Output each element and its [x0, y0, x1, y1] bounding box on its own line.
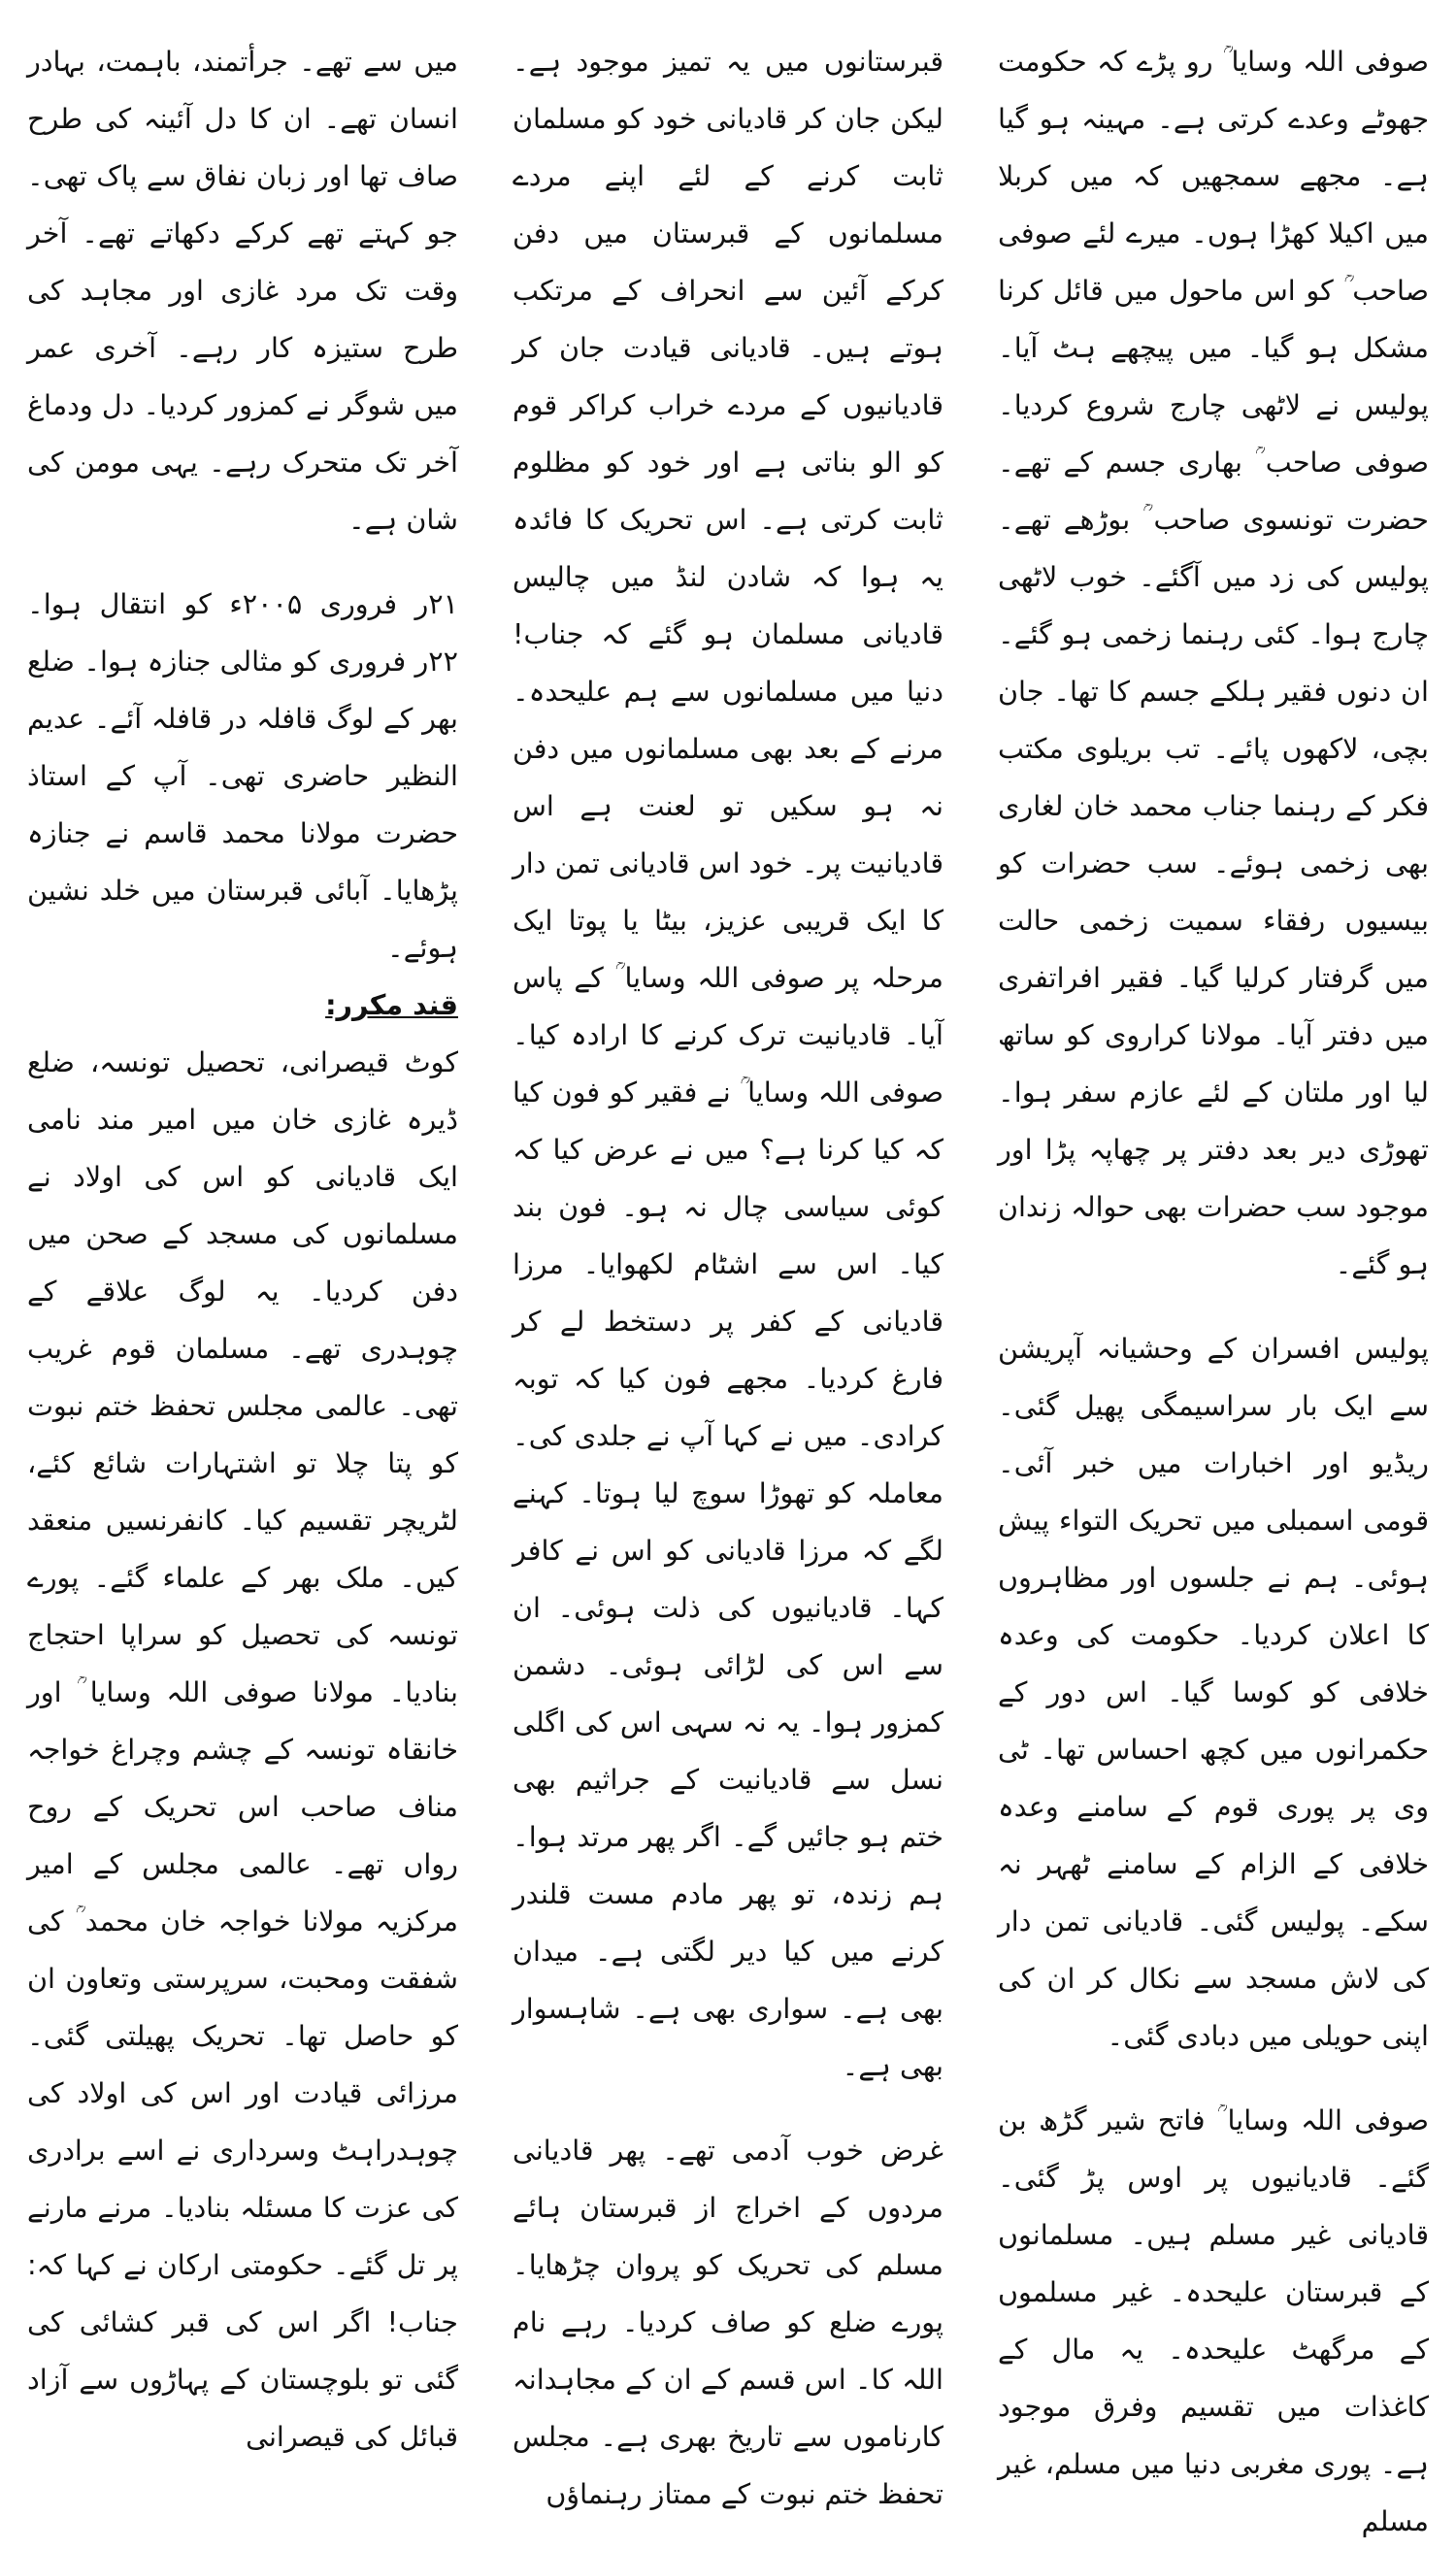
text-column-middle [513, 33, 943, 2510]
text-column-left [27, 33, 458, 2453]
paragraph: غرض خوب آدمی تھے۔ پھر قادیانی مردوں کے اخراج از قبرستان ہائے مسلم کی تحریک کو پروان چڑھایا۔ پورے ضلع کو صاف کردیا۔ رہے نام اللہ کا۔ اس قسم کے ان کے مجاہدانہ کارناموں سے تاریخ بھری ہے۔ مجلس تحفظ ختم نبوت کے ممتاز رہنماؤں [513, 2134, 943, 2510]
paragraph: پولیس افسران کے وحشیانہ آپریشن سے ایک بار سراسیمگی پھیل گئی۔ ریڈیو اور اخبارات میں خبر آئی۔ قومی اسمبلی میں تحریک التواء پیش ہوئی۔ ہم نے جلسوں اور مظاہروں کا اعلان کردیا۔ حکومت کی وعدہ خلافی کو کوسا گیا۔ اس دور کے حکمرانوں میں کچھ احساس تھا۔ ٹی وی پر پوری قوم کے سامنے وعدہ خلافی کے الزام کے سامنے ٹھہر نہ سکے۔ پولیس گئی۔ قادیانی تمن دار کی لاش مسجد سے نکال کر ان کی اپنی حویلی میں دبادی گئی۔ [998, 1332, 1429, 2052]
paragraph: قبرستانوں میں یہ تمیز موجود ہے۔ لیکن جان کر قادیانی خود کو مسلمان ثابت کرنے کے لئے اپنے مردے مسلمانوں کے قبرستان میں دفن کرکے آئین سے انحراف کے مرتکب ہوتے ہیں۔ قادیانی قیادت جان کر قادیانیوں کے مردے خراب کراکر قوم کو الو بناتی ہے اور خود کو مظلوم ثابت کرتی ہے۔ اس تحریک کا فائدہ یہ ہوا کہ شادن لنڈ میں چالیس قادیانی مسلمان ہو گئے کہ جناب! دنیا میں مسلمانوں سے ہم علیحدہ۔ مرنے کے بعد بھی مسلمانوں میں دفن نہ ہو سکیں تو لعنت ہے اس قادیانیت پر۔ خود اس قادیانی تمن دار کا ایک قریبی عزیز، بیٹا یا پوتا ایک مرحلہ پر صوفی اللہ وسایا ؒ کے پاس آیا۔ قادیانیت ترک کرنے کا ارادہ کیا۔ صوفی اللہ وسایا ؒ نے فقیر کو فون کیا کہ کیا کرنا ہے؟ میں نے عرض کیا کہ کوئی سیاسی چال نہ ہو۔ فون بند کیا۔ اس سے اشٹام لکھوایا۔ مرزا قادیانی کے کفر پر دستخط لے کر فارغ کردیا۔ مجھے فون کیا کہ توبہ کرادی۔ میں نے کہا آپ نے جلدی کی۔ معاملہ کو تھوڑا سوچ لیا ہوتا۔ کہنے لگے کہ مرزا قادیانی کو اس نے کافر کہا۔ قادیانیوں کی ذلت ہوئی۔ ان سے اس کی لڑائی ہوئی۔ دشمن کمزور ہوا۔ یہ نہ سہی اس کی اگلی نسل سے قادیانیت کے جراثیم بھی ختم ہو جائیں گے۔ اگر پھر مرتد ہوا۔ ہم زندہ، تو پھر مادم مست قلندر کرنے میں کیا دیر لگتی ہے۔ میدان بھی ہے۔ سواری بھی ہے۔ شاہسوار بھی ہے۔ [513, 45, 943, 2082]
paragraph: کوٹ قیصرانی، تحصیل تونسہ، ضلع ڈیرہ غازی خان میں امیر مند نامی ایک قادیانی کو اس کی اولاد نے مسلمانوں کی مسجد کے صحن میں دفن کردیا۔ یہ لوگ علاقے کے چوہدری تھے۔ مسلمان قوم غریب تھی۔ عالمی مجلس تحفظ ختم نبوت کو پتا چلا تو اشتہارات شائع کئے، لٹریچر تقسیم کیا۔ کانفرنسیں منعقد کیں۔ ملک بھر کے علماء گئے۔ پورے تونسہ کی تحصیل کو سراپا احتجاج بنادیا۔ مولانا صوفی اللہ وسایا ؒ اور خانقاہ تونسہ کے چشم وچراغ خواجہ مناف صاحب اس تحریک کے روح رواں تھے۔ عالمی مجلس کے امیر مرکزیہ مولانا خواجہ خان محمد ؒ کی شفقت ومحبت، سرپرستی وتعاون ان کو حاصل تھا۔ تحریک پھیلتی گئی۔ مرزائی قیادت اور اس کی اولاد کی چوہدراہٹ وسرداری نے اسے برادری کی عزت کا مسئلہ بنادیا۔ مرنے مارنے پر تل گئے۔ حکومتی ارکان نے کہا کہ: جناب! اگر اس کی قبر کشائی کی گئی تو بلوچستان کے پہاڑوں سے آزاد قبائل کی قیصرانی [27, 1045, 458, 2453]
text-column-right [998, 33, 1429, 2537]
paragraph: صوفی اللہ وسایا ؒ رو پڑے کہ حکومت جھوٹے وعدے کرتی ہے۔ مہینہ ہو گیا ہے۔ مجھے سمجھیں کہ میں کربلا میں اکیلا کھڑا ہوں۔ میرے لئے صوفی صاحب ؒ کو اس ماحول میں قائل کرنا مشکل ہو گیا۔ میں پیچھے ہٹ آیا۔ پولیس نے لاٹھی چارج شروع کردیا۔ صوفی صاحب ؒ بھاری جسم کے تھے۔ حضرت تونسوی صاحب ؒ بوڑھے تھے۔ پولیس کی زد میں آگئے۔ خوب لاٹھی چارج ہوا۔ کئی رہنما زخمی ہو گئے۔ ان دنوں فقیر ہلکے جسم کا تھا۔ جان بچی، لاکھوں پائے۔ تب بریلوی مکتب فکر کے رہنما جناب محمد خان لغاری بھی زخمی ہوئے۔ سب حضرات کو بیسیوں رفقاء سمیت زخمی حالت میں گرفتار کرلیا گیا۔ فقیر افراتفری میں دفتر آیا۔ مولانا کراروی کو ساتھ لیا اور ملتان کے لئے عازم سفر ہوا۔ تھوڑی دیر بعد دفتر پر چھاپہ پڑا اور موجود سب حضرات بھی حوالہ زندان ہو گئے۔ [998, 45, 1429, 1280]
paragraph: صوفی اللہ وسایا ؒ فاتح شیر گڑھ بن گئے۔ قادیانیوں پر اوس پڑ گئی۔ قادیانی غیر مسلم ہیں۔ مسلمانوں کے قبرستان علیحدہ۔ غیر مسلموں کے مرگھٹ علیحدہ۔ یہ مال کے کاغذات میں تقسیم وفرق موجود ہے۔ پوری مغربی دنیا میں مسلم، غیر مسلم [998, 2103, 1429, 2537]
paragraph: ۲۱ر فروری ۲۰۰۵ء کو انتقال ہوا۔ ۲۲ر فروری کو مثالی جنازہ ہوا۔ ضلع بھر کے لوگ قافلہ در قافلہ آئے۔ عدیم النظیر حاضری تھی۔ آپ کے استاذ حضرت مولانا محمد قاسم نے جنازہ پڑھایا۔ آبائی قبرستان میں خلد نشین ہوئے۔ [27, 587, 458, 964]
section-heading: قند مکرر: [325, 988, 458, 1021]
paragraph: میں سے تھے۔ جرأتمند، باہمت، بہادر انسان تھے۔ ان کا دل آئینہ کی طرح صاف تھا اور زبان نفاق سے پاک تھی۔ جو کہتے تھے کرکے دکھاتے تھے۔ آخر وقت تک مرد غازی اور مجاہد کی طرح ستیزہ کار رہے۔ آخری عمر میں شوگر نے کمزور کردیا۔ دل ودماغ آخر تک متحرک رہے۔ یہی مومن کی شان ہے۔ [27, 45, 458, 536]
